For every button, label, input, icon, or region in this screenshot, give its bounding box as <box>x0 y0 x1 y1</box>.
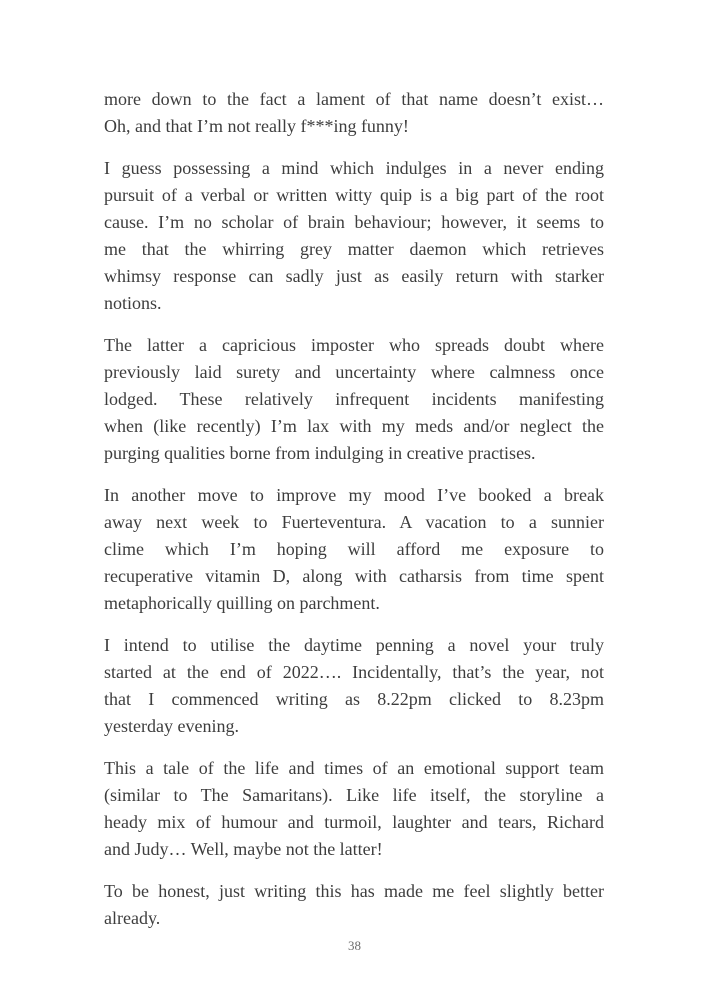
text-line: (similar to The Samaritans). Like life itself, the storyline a <box>104 785 604 805</box>
text-line: lodged. These relatively infrequent incidents manifesting <box>104 389 604 409</box>
text-line: This a tale of the life and times of an emotional support team <box>104 758 604 778</box>
text-line: heady mix of humour and turmoil, laughter and tears, Richard <box>104 812 604 832</box>
paragraph <box>104 155 604 317</box>
page-number: 38 <box>348 938 361 953</box>
paragraph <box>104 482 604 617</box>
text-line: purging qualities borne from indulging in creative practises. <box>104 443 536 463</box>
paragraph <box>104 86 604 140</box>
paragraph <box>104 755 604 863</box>
text-line: whimsy response can sadly just as easily return with starker <box>104 266 604 286</box>
text-line: previously laid surety and uncertainty where calmness once <box>104 362 604 382</box>
text-line: Oh, and that I’m not really f***ing funny! <box>104 116 409 136</box>
text-line: yesterday evening. <box>104 716 239 736</box>
text-line: The latter a capricious imposter who spreads doubt where <box>104 335 604 355</box>
paragraph <box>104 632 604 740</box>
paragraph <box>104 878 604 932</box>
text-line: and Judy… Well, maybe not the latter! <box>104 839 383 859</box>
paragraph <box>104 332 604 467</box>
text-line: metaphorically quilling on parchment. <box>104 593 380 613</box>
text-line: started at the end of 2022…. Incidentally, that’s the year, not <box>104 662 604 682</box>
text-line: recuperative vitamin D, along with catharsis from time spent <box>104 566 604 586</box>
text-line: when (like recently) I’m lax with my meds and/or neglect the <box>104 416 604 436</box>
text-line: already. <box>104 908 161 928</box>
text-line: I guess possessing a mind which indulges in a never ending <box>104 158 604 178</box>
text-line: more down to the fact a lament of that name doesn’t exist… <box>104 89 604 109</box>
page-body <box>104 86 604 947</box>
text-line: In another move to improve my mood I’ve booked a break <box>104 485 604 505</box>
text-line: me that the whirring grey matter daemon which retrieves <box>104 239 604 259</box>
text-line: clime which I’m hoping will afford me exposure to <box>104 539 604 559</box>
text-line: I intend to utilise the daytime penning a novel your truly <box>104 635 604 655</box>
text-line: pursuit of a verbal or written witty quip is a big part of the root <box>104 185 604 205</box>
text-line: away next week to Fuerteventura. A vacation to a sunnier <box>104 512 604 532</box>
text-line: notions. <box>104 293 162 313</box>
text-line: To be honest, just writing this has made me feel slightly better <box>104 881 604 901</box>
text-line: that I commenced writing as 8.22pm clicked to 8.23pm <box>104 689 604 709</box>
text-line: cause. I’m no scholar of brain behaviour; however, it seems to <box>104 212 604 232</box>
